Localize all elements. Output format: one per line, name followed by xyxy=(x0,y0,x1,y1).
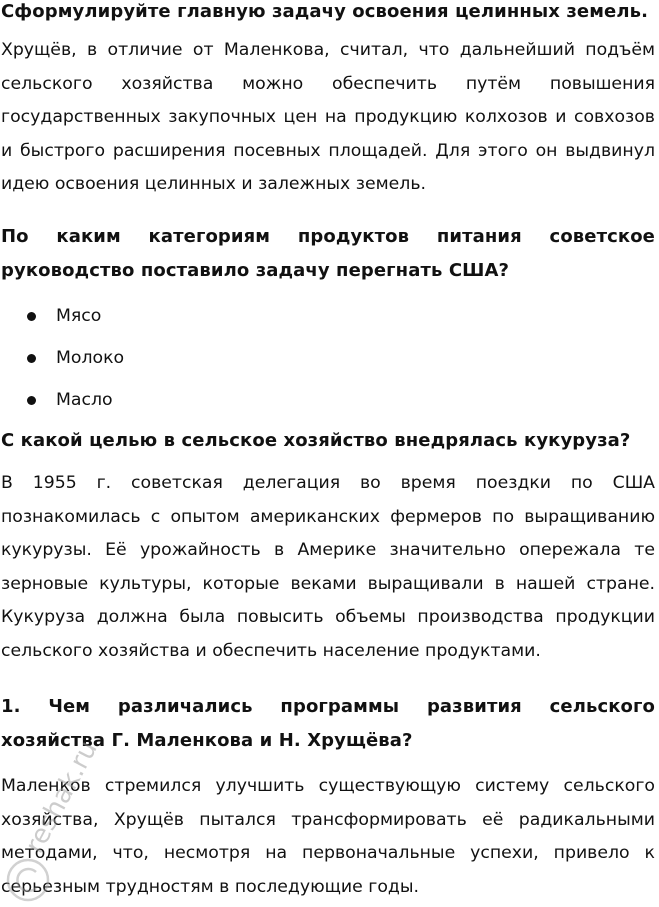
answer-paragraph: Хрущёв, в отличие от Маленкова, считал, что дальнейший подъём сельского хозяйства можно обеспечить путём повышения государственных закупочных цен на продукцию колхозов и совхозов и быстрого расширения посевных площадей. Для этого он выдвинул идею освоения целинных и залежных земель. xyxy=(1,40,655,195)
bullet-icon xyxy=(27,354,36,363)
list-item-label: Мясо xyxy=(56,305,102,326)
bullet-icon xyxy=(27,312,36,321)
list-item xyxy=(1,337,657,379)
question-heading: Сформулируйте главную задачу освоения целинных земель. xyxy=(1,1,649,22)
answer-paragraph: В 1955 г. советская делегация во время поездки по США познакомилась с опытом американских фермеров по выращиванию кукурузы. Её урожайность в Америке значительно опережала те зерновые культуры, которые веками выращивали в нашей стране. Кукуруза должна была повысить объемы производства продукции сельского хозяйства и обеспечить население продуктами. xyxy=(1,473,655,661)
list-item-label: Молоко xyxy=(56,347,125,368)
question-heading: 1. Чем различались программы развития сельского хозяйства Г. Маленкова и Н. Хрущёва? xyxy=(1,696,655,751)
product-list xyxy=(1,295,657,421)
list-item-label: Масло xyxy=(56,389,113,410)
answer-paragraph: Маленков стремился улучшить существующую систему сельского хозяйства, Хрущёв пытался трансформировать её радикальными методами, что, несмотря на первоначальные успехи, привело к серьезным трудностям в последующие годы. xyxy=(1,776,655,897)
question-heading: С какой целью в сельское хозяйство внедрялась кукуруза? xyxy=(1,430,631,451)
list-item xyxy=(1,295,657,337)
list-item xyxy=(1,379,657,421)
bullet-icon xyxy=(27,396,36,405)
question-heading: По каким категориям продуктов питания советское руководство поставило задачу перегнать США? xyxy=(1,226,655,281)
watermark-text: reshak.ru xyxy=(19,735,104,859)
